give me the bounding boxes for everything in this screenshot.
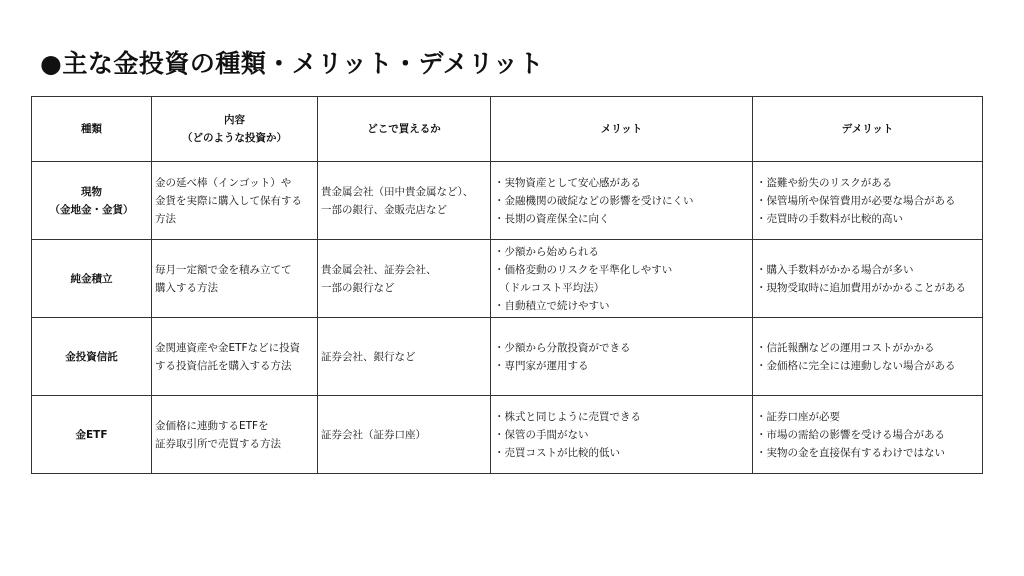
header-demerit: デメリット [753,97,983,162]
demerit-item: ・金価格に完全には連動しない場合がある [756,359,956,372]
content-cell [152,396,318,474]
type-label: 純金積立 [70,272,113,285]
type-cell [32,240,152,318]
demerit-item: ・購入手数料がかかる場合が多い [756,263,914,276]
header-row [32,97,983,162]
where-line: 証券会社（証券口座） [321,428,426,441]
content-line: 証券取引所で売買する方法 [155,437,281,450]
content-line: 金関連資産や金ETFなどに投資 [155,341,301,354]
merit-cell [491,396,753,474]
content-line: 金貨を実際に購入して保有する [155,194,302,207]
merit-item: ・実物資産として安心感がある [494,176,641,189]
type-label: 金ETF [75,428,108,441]
demerit-item: ・盗難や紛失のリスクがある [756,176,893,189]
merit-item: ・自動積立で続けやすい [494,299,610,312]
demerit-cell [753,162,983,240]
merit-item: ・少額から始められる [494,245,599,258]
demerit-item: ・証券口座が必要 [756,410,840,423]
content-line: 金価格に連動するETFを [155,419,269,432]
type-label: 現物 [81,185,102,198]
where-cell [318,318,491,396]
content-cell [152,240,318,318]
merit-item: ・売買コストが比較的低い [494,446,620,459]
content-cell [152,162,318,240]
where-cell [318,240,491,318]
demerit-item: ・現物受取時に追加費用がかかることがある [756,281,966,294]
table-row [32,396,983,474]
where-line: 証券会社、銀行など [321,350,416,363]
content-line: 毎月一定額で金を積み立てて [155,263,292,276]
header-content-line2: （どのような投資か） [182,132,287,144]
merit-cell [491,240,753,318]
where-cell [318,396,491,474]
demerit-item: ・売買時の手数料が比較的高い [756,212,903,225]
type-cell [32,318,152,396]
content-line: 購入する方法 [155,281,218,294]
where-line: 一部の銀行、金販売店など [321,203,447,216]
content-line: する投資信託を購入する方法 [155,359,292,372]
where-line: 貴金属会社、証券会社、 [321,263,437,276]
content-line: 金の延べ棒（インゴット）や [155,176,292,189]
header-content [152,97,318,162]
table-row [32,240,983,318]
merit-item: ・金融機関の破綻などの影響を受けにくい [494,194,694,207]
merit-item: （ドルコスト平均法） [494,281,605,294]
merit-cell [491,162,753,240]
comparison-table [31,96,983,474]
type-cell [32,396,152,474]
merit-item: ・長期の資産保全に向く [494,212,610,225]
where-cell [318,162,491,240]
demerit-item: ・信託報酬などの運用コストがかかる [756,341,935,354]
content-line: 方法 [155,212,176,225]
merit-item: ・少額から分散投資ができる [494,341,631,354]
content-cell [152,318,318,396]
demerit-item: ・実物の金を直接保有するわけではない [756,446,945,459]
where-line: 貴金属会社（田中貴金属など）、 [321,185,474,198]
where-line: 一部の銀行など [321,281,395,294]
merit-item: ・価格変動のリスクを平準化しやすい [494,263,673,276]
merit-cell [491,318,753,396]
type-cell [32,162,152,240]
type-sublabel: （金地金・金貨） [49,203,134,216]
header-merit: メリット [491,97,753,162]
header-content-line1: 内容 [224,114,245,126]
demerit-item: ・市場の需給の影響を受ける場合がある [756,428,945,441]
header-type: 種類 [32,97,152,162]
demerit-cell [753,318,983,396]
demerit-cell [753,240,983,318]
header-where: どこで買えるか [318,97,491,162]
demerit-item: ・保管場所や保管費用が必要な場合がある [756,194,956,207]
page-title: ●主な金投資の種類・メリット・デメリット [40,49,544,78]
type-label: 金投資信託 [65,350,118,363]
demerit-cell [753,396,983,474]
table-row [32,162,983,240]
merit-item: ・保管の手間がない [494,428,589,441]
table-row [32,318,983,396]
merit-item: ・専門家が運用する [494,359,589,372]
merit-item: ・株式と同じように売買できる [494,410,641,423]
